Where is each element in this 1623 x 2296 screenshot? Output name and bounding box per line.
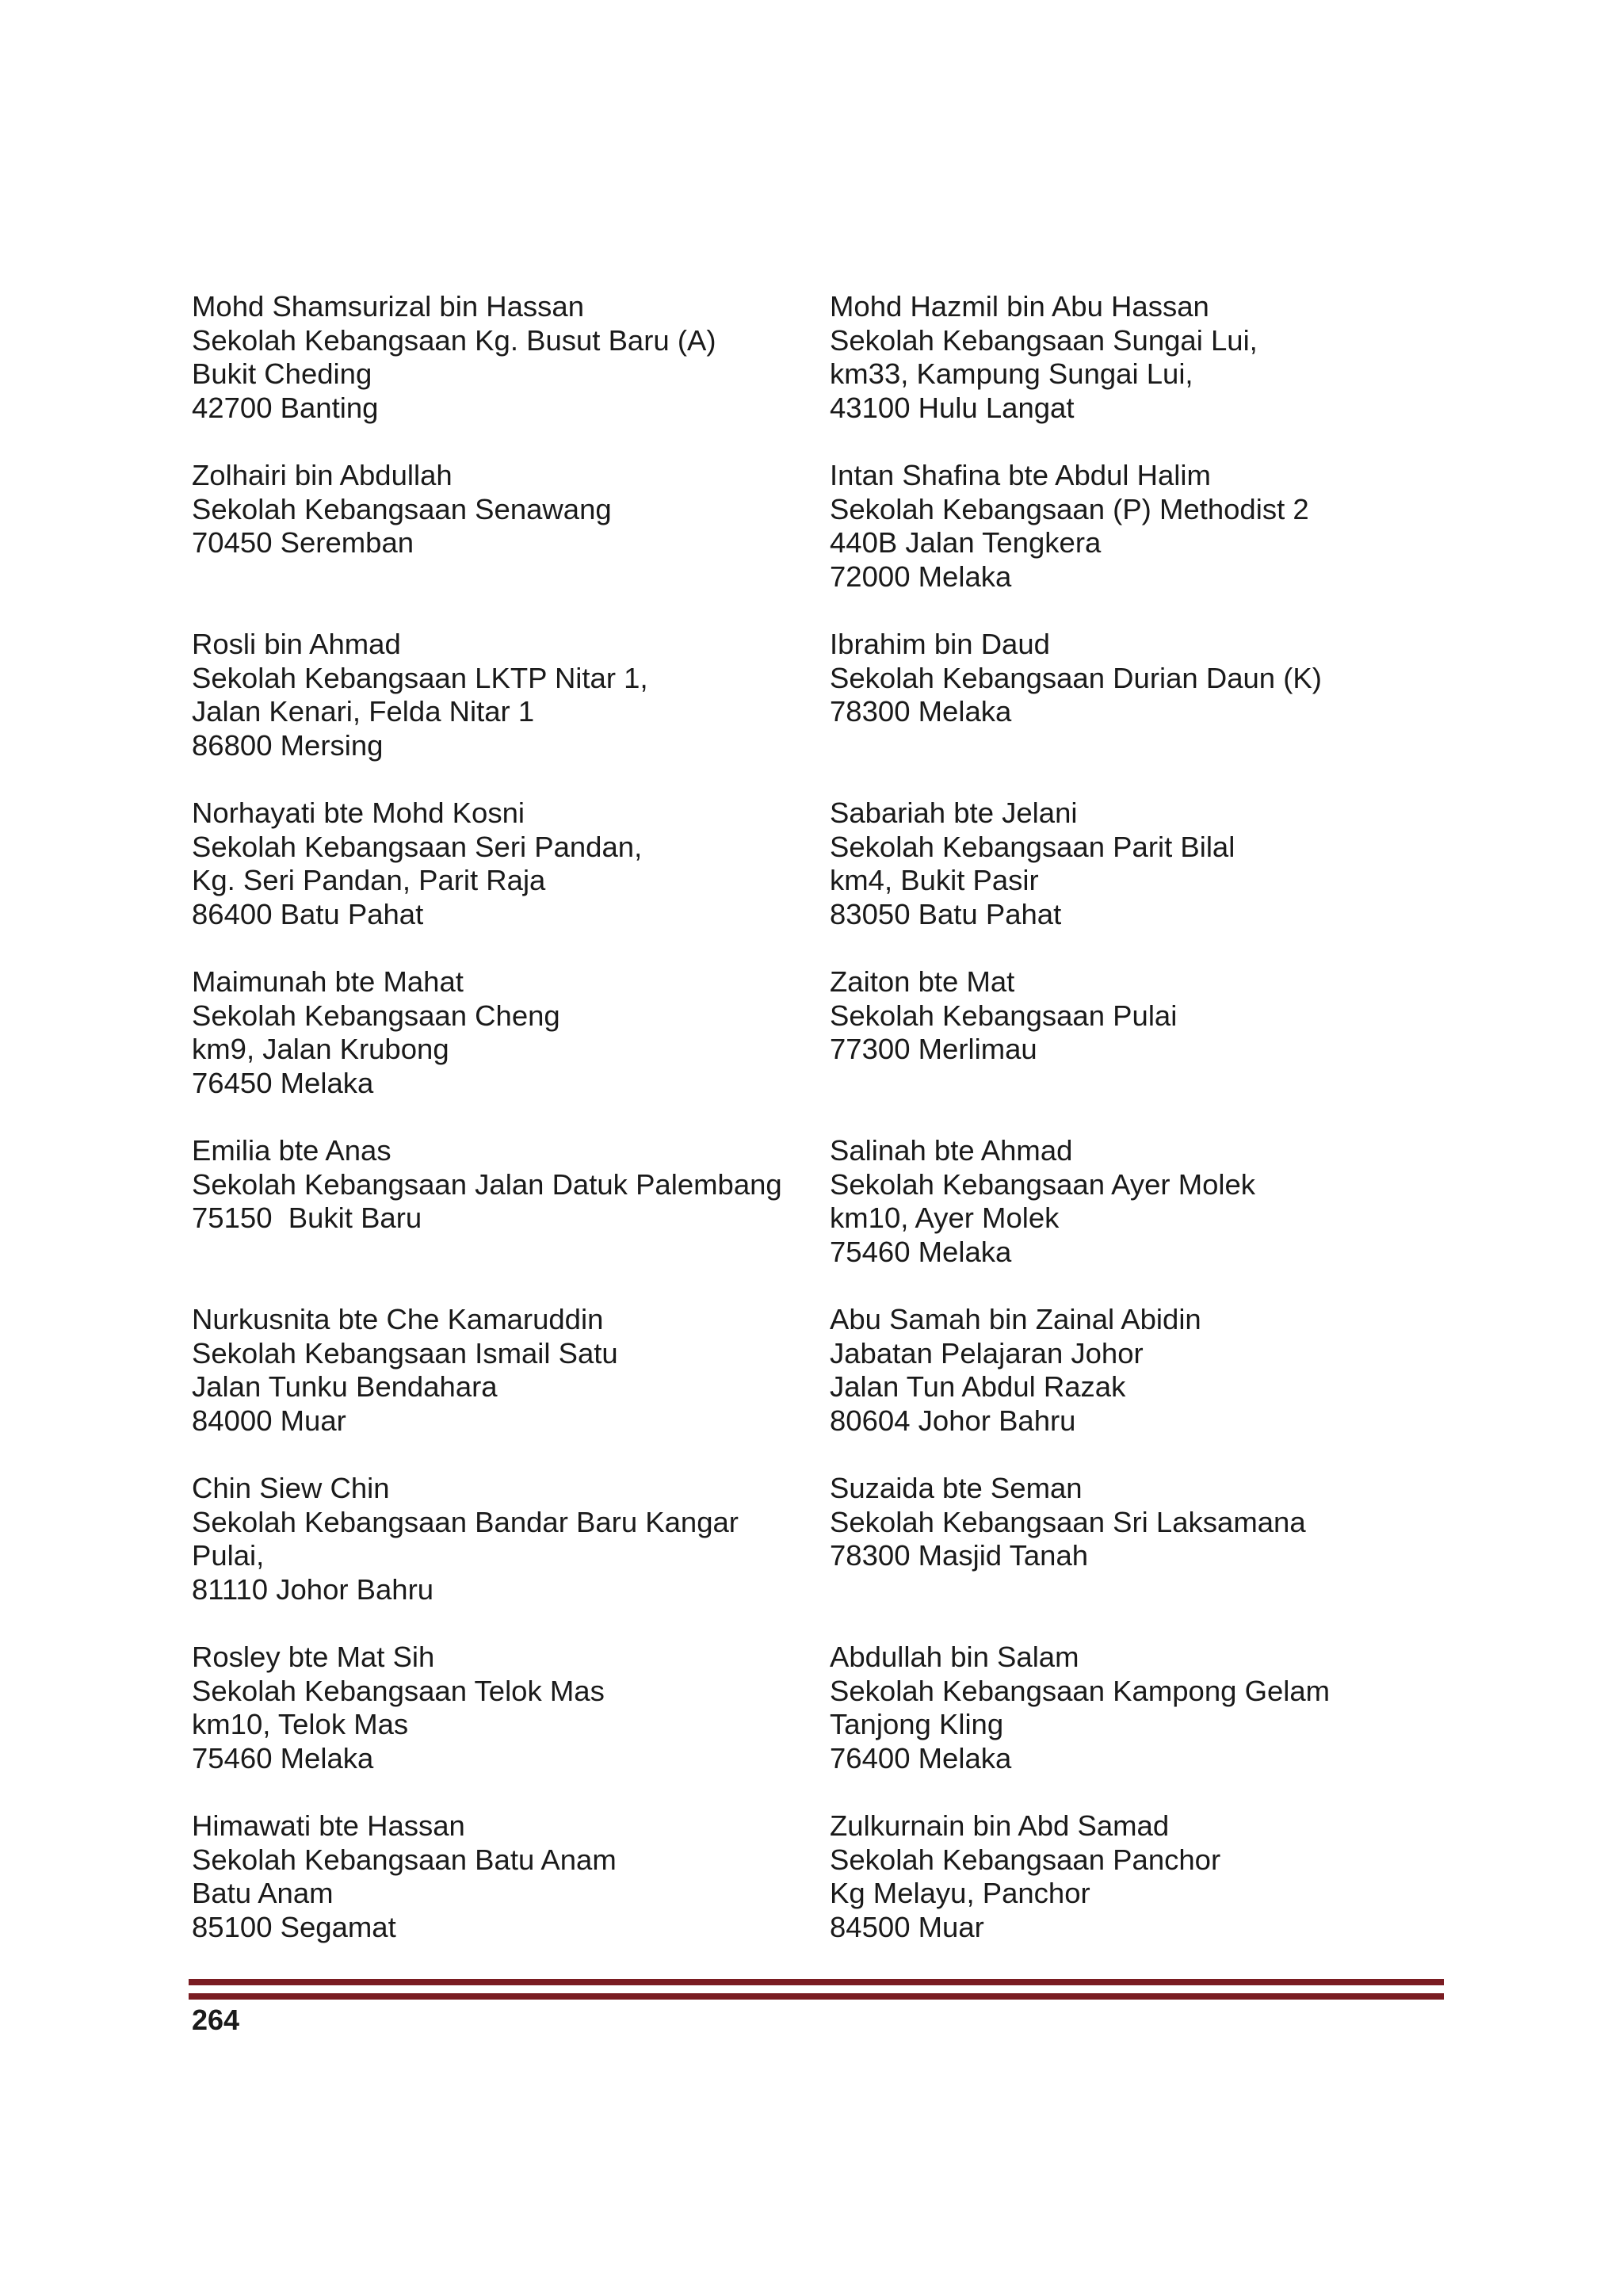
address-entry (192, 1134, 826, 1236)
address-entry (830, 1303, 1464, 1438)
contact-name: Intan Shafina bte Abdul Halim (830, 459, 1211, 491)
address-entry (192, 1641, 826, 1775)
address-entry (192, 628, 826, 762)
contact-name: Emilia bte Anas (192, 1134, 391, 1167)
address-line: Sekolah Kebangsaan Senawang (192, 492, 612, 525)
contact-name: Sabariah bte Jelani (830, 797, 1078, 829)
address-line: km33, Kampung Sungai Lui, (830, 357, 1193, 391)
address-line: Jalan Tun Abdul Razak (830, 1370, 1126, 1404)
address-line: 440B Jalan Tengkera (830, 526, 1102, 560)
contact-name: Abdullah bin Salam (830, 1641, 1079, 1673)
address-line: Sekolah Kebangsaan Ismail Satu (192, 1336, 618, 1370)
address-line: 85100 Segamat (192, 1910, 396, 1943)
address-line: km9, Jalan Krubong (192, 1033, 449, 1066)
address-entry (830, 1134, 1464, 1269)
contact-name: Suzaida bte Seman (830, 1472, 1083, 1504)
address-entry (830, 459, 1464, 594)
contact-name: Himawati bte Hassan (192, 1809, 465, 1842)
address-entry (192, 1303, 826, 1438)
contact-name: Rosley bte Mat Sih (192, 1641, 435, 1673)
contact-name: Zaiton bte Mat (830, 965, 1015, 998)
address-line: Sekolah Kebangsaan Telok Mas (192, 1674, 605, 1707)
contact-name: Rosli bin Ahmad (192, 628, 401, 660)
address-line: Sekolah Kebangsaan Parit Bilal (830, 830, 1235, 863)
contact-name: Zolhairi bin Abdullah (192, 459, 453, 491)
address-line: km10, Telok Mas (192, 1708, 409, 1741)
contact-name: Nurkusnita bte Che Kamaruddin (192, 1303, 604, 1335)
address-line: Kg. Seri Pandan, Parit Raja (192, 864, 546, 897)
contact-name: Norhayati bte Mohd Kosni (192, 797, 525, 829)
address-line: 70450 Seremban (192, 526, 414, 560)
address-line: Sekolah Kebangsaan LKTP Nitar 1, (192, 661, 648, 694)
address-line: 86400 Batu Pahat (192, 897, 424, 930)
contact-name: Salinah bte Ahmad (830, 1134, 1073, 1167)
address-line: Jalan Tunku Bendahara (192, 1370, 498, 1404)
address-line: Sekolah Kebangsaan Sri Laksamana (830, 1505, 1306, 1538)
address-entry (830, 1641, 1464, 1775)
address-entry (830, 1472, 1464, 1573)
address-line: 72000 Melaka (830, 560, 1012, 593)
address-line: Sekolah Kebangsaan Jalan Datuk Palembang (192, 1167, 782, 1201)
address-line: 76400 Melaka (830, 1741, 1012, 1775)
address-line: 75460 Melaka (192, 1741, 374, 1775)
address-line: Pulai, (192, 1539, 265, 1572)
address-entry (192, 965, 826, 1100)
address-line: Sekolah Kebangsaan Bandar Baru Kangar (192, 1505, 739, 1538)
address-entry (830, 797, 1464, 931)
address-entry (192, 290, 826, 425)
address-entry (192, 1472, 826, 1606)
address-entry (830, 965, 1464, 1067)
address-line: 81110 Johor Bahru (192, 1572, 434, 1606)
address-entry (830, 628, 1464, 729)
address-line: km4, Bukit Pasir (830, 864, 1039, 897)
address-line: 77300 Merlimau (830, 1033, 1037, 1066)
address-line: 86800 Mersing (192, 728, 384, 762)
address-entry (830, 1809, 1464, 1944)
address-line: 75460 Melaka (830, 1235, 1012, 1268)
address-line: 78300 Melaka (830, 695, 1012, 728)
contact-name: Zulkurnain bin Abd Samad (830, 1809, 1170, 1842)
address-line: Sekolah Kebangsaan Pulai (830, 999, 1178, 1032)
address-line: Jalan Kenari, Felda Nitar 1 (192, 695, 535, 728)
footer-rule-bottom (189, 1993, 1444, 2000)
contact-name: Mohd Shamsurizal bin Hassan (192, 290, 585, 323)
address-line: Sekolah Kebangsaan Batu Anam (192, 1843, 617, 1876)
address-line: Sekolah Kebangsaan Durian Daun (K) (830, 661, 1322, 694)
contact-name: Maimunah bte Mahat (192, 965, 464, 998)
address-line: Sekolah Kebangsaan Sungai Lui, (830, 323, 1258, 357)
address-line: Sekolah Kebangsaan Kampong Gelam (830, 1674, 1331, 1707)
address-line: 75150 Bukit Baru (192, 1201, 422, 1235)
address-line: Sekolah Kebangsaan Seri Pandan, (192, 830, 643, 863)
address-line: 76450 Melaka (192, 1066, 374, 1099)
address-line: 83050 Batu Pahat (830, 897, 1062, 930)
address-line: km10, Ayer Molek (830, 1201, 1060, 1235)
address-line: 78300 Masjid Tanah (830, 1539, 1089, 1572)
address-line: 80604 Johor Bahru (830, 1404, 1076, 1437)
address-line: 84000 Muar (192, 1404, 346, 1437)
address-line: Sekolah Kebangsaan Ayer Molek (830, 1167, 1256, 1201)
address-line: Sekolah Kebangsaan Kg. Busut Baru (A) (192, 323, 716, 357)
contact-name: Chin Siew Chin (192, 1472, 390, 1504)
address-line: Sekolah Kebangsaan Cheng (192, 999, 560, 1032)
page-number: 264 (192, 2004, 240, 2036)
address-line: Batu Anam (192, 1877, 334, 1910)
address-line: 84500 Muar (830, 1910, 984, 1943)
address-entry (192, 1809, 826, 1944)
footer-rule-top (189, 1979, 1444, 1985)
address-entry (192, 797, 826, 931)
contact-name: Mohd Hazmil bin Abu Hassan (830, 290, 1209, 323)
contact-name: Abu Samah bin Zainal Abidin (830, 1303, 1201, 1335)
address-line: Tanjong Kling (830, 1708, 1004, 1741)
address-entry (192, 459, 826, 560)
address-line: Sekolah Kebangsaan (P) Methodist 2 (830, 492, 1309, 525)
contact-name: Ibrahim bin Daud (830, 628, 1050, 660)
address-line: Bukit Cheding (192, 357, 372, 391)
address-line: 42700 Banting (192, 391, 379, 424)
address-line: Kg Melayu, Panchor (830, 1877, 1090, 1910)
address-entry (830, 290, 1464, 425)
address-line: Sekolah Kebangsaan Panchor (830, 1843, 1221, 1876)
address-line: Jabatan Pelajaran Johor (830, 1336, 1144, 1370)
address-line: 43100 Hulu Langat (830, 391, 1075, 424)
